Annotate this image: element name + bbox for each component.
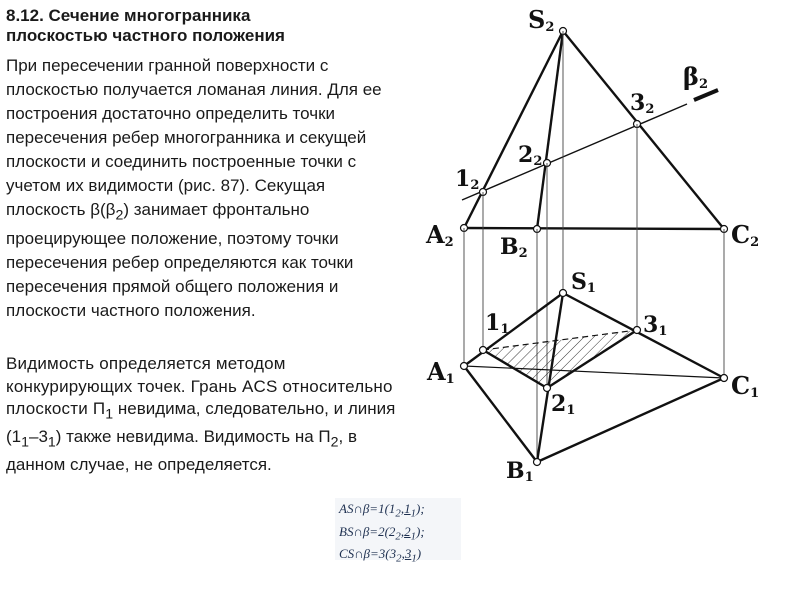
hidden-base-a1-c1 bbox=[464, 366, 724, 378]
para1-text-b: ) занимает фронтально проецирующее положение, поэтому точки пересечения ребер определяются как точки пересечения прямой общего положения и плоскости частного положения. bbox=[6, 200, 354, 321]
plane-beta2-trace bbox=[462, 104, 687, 200]
label-b1: B1 bbox=[506, 458, 534, 485]
para2-text-e: , в данном случае, не определяется. bbox=[6, 426, 357, 474]
label-a1: A1 bbox=[427, 357, 455, 387]
frontal-projection bbox=[461, 28, 728, 233]
label-1-2: 12 bbox=[455, 166, 480, 193]
base-a1-b1 bbox=[464, 366, 537, 462]
edge-s2-b2 bbox=[537, 31, 563, 229]
formula-bs: $BS\cap\beta=2(2_2,2_1)$; bbox=[339, 523, 425, 543]
label-b2: B2 bbox=[500, 234, 528, 261]
point-labels bbox=[425, 5, 759, 485]
para2-subscript-1: 1 bbox=[105, 406, 114, 423]
para2-text-c: –3 bbox=[29, 426, 48, 446]
label-s2: S2 bbox=[528, 5, 555, 35]
para2-text-b: невидима, следовательно, и линия (1 bbox=[6, 399, 396, 446]
section-title-line1: 8.12. Сечение многогранника bbox=[6, 6, 251, 25]
para2-subscript-4: 2 bbox=[330, 434, 339, 451]
label-3-2: 32 bbox=[630, 90, 655, 117]
formula-cs: $CS\cap\beta=3(3_2,3_1)$ bbox=[339, 546, 422, 565]
label-2-1: 21 bbox=[551, 391, 576, 418]
para1-text-a: При пересечении гранной поверхности с плоскостью получается ломаная линия. Для ее построения достаточно определить точки пересечения ребер многогранника и секущей плоскости и соединить построенные точки с учетом их видимости (рис. 87). Секущая плоскость β(β bbox=[6, 56, 382, 219]
edge-s2-a2 bbox=[464, 31, 563, 228]
section-title-line2: плоскостью частного положения bbox=[6, 26, 285, 45]
label-3-1: 31 bbox=[643, 312, 668, 339]
para1-subscript: 2 bbox=[115, 207, 124, 224]
label-1-1: 11 bbox=[485, 310, 510, 337]
formula-as: $AS\cap\beta=1(1_2,1_1)$; bbox=[339, 501, 425, 520]
label-2-2: 22 bbox=[518, 142, 543, 169]
para2-text-d: ) также невидима. Видимость на П bbox=[55, 426, 331, 446]
edge-s2-c2 bbox=[563, 31, 724, 229]
horizontal-projection bbox=[461, 290, 728, 466]
label-a2: A2 bbox=[426, 220, 454, 250]
para2-subscript-2: 1 bbox=[21, 434, 29, 451]
para2-subscript-3: 1 bbox=[47, 434, 56, 451]
label-beta2: β2 bbox=[683, 62, 708, 92]
label-c2: C2 bbox=[731, 220, 760, 250]
label-s1: S1 bbox=[571, 269, 596, 296]
label-c1: C1 bbox=[731, 371, 760, 401]
para2-text-a: Видимость определяется методом конкурирующих точек. Грань ACS относительно плоскости П bbox=[6, 354, 393, 418]
base-a2-c2 bbox=[464, 228, 724, 229]
